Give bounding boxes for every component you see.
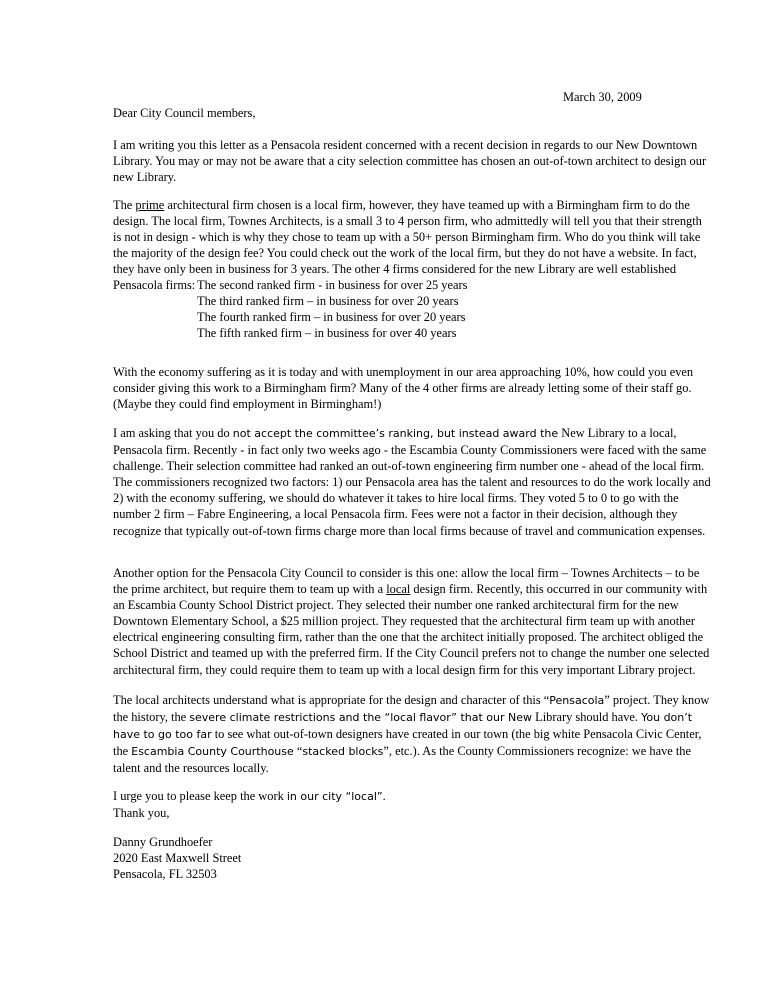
firm-list-item: The fourth ranked firm – in business for over 20 years (197, 310, 466, 325)
paragraph-6-text-c: Library should have. (532, 710, 642, 725)
signature-city: Pensacola, FL 32503 (113, 867, 217, 882)
underlined-prime: prime (135, 198, 165, 212)
underlined-local: local (386, 582, 411, 597)
closing: Thank you, (113, 806, 170, 821)
signature-street: 2020 East Maxwell Street (113, 851, 242, 866)
paragraph-6-alt-1: severe climate restrictions and the “local flavor” that our New (189, 711, 533, 725)
paragraph-7-alt: in our city “local” (286, 790, 383, 803)
paragraph-4-text-a: I am asking that you do (113, 426, 233, 440)
paragraph-6-alt-4: stacked blocks (302, 745, 384, 759)
paragraph-6-text-a: The local architects understand what is appropriate for the design and character of this “ (113, 693, 550, 707)
paragraph-4-alt-font: not accept the committee’s ranking, but instead award the (232, 427, 559, 440)
paragraph-4-text-b: New Library to a local, Pensacola firm. Recently - in fact only two weeks ago - the Escambia County Commissioners were faced with the same challenge. Their selection committee had ranked an out-of-town engineering firm number one - ahead of the local firm. The commissioners recognized two factors: 1) our Pensacola area has the talent and resources to do the work locally and 2) with the economy suffering, we should do whatever it takes to hire local firms. They voted 5 to 0 to go with the number 2 firm – Fabre Engineering, a local Pensacola firm. Fees were not a factor in their decision, although they recognize that typically out-of-town firms charge more than local firms because of travel and communication expenses. (113, 426, 711, 538)
paragraph-6-alt-2: You don’t have to go too far (113, 711, 693, 742)
paragraph-5-text-a: Another option for the Pensacola City Council to consider is this one: allow the local firm – Townes Architects – to be the prime architect, but require them to team up with a (113, 566, 700, 597)
paragraph-5 (113, 565, 713, 678)
paragraph-4 (113, 425, 713, 539)
signature-block (113, 834, 713, 882)
paragraph-7-text-b: . (382, 789, 386, 803)
paragraph-6-text-d: to see what out-of-town designers have created in our town (the big white Pensacola Civic Center, the (113, 727, 702, 759)
paragraph-7-text-a: I urge you to please keep the work (113, 789, 287, 803)
letter-date: March 30, 2009 (563, 90, 642, 104)
paragraph-3-text: With the economy suffering as it is today and with unemployment in our area approaching 10%, how could you even consider giving this work to a Birmingham firm? Many of the 4 other firms are already letting some of their staff go. (Maybe they could find employment in Birmingham!) (113, 365, 694, 412)
paragraph-3 (113, 364, 713, 412)
paragraph-1-text: I am writing you this letter as a Pensacola resident concerned with a recent decision in regards to our New Downtown Library. You may or may not be aware that a city selection committee has chosen an out-of-town architect to design our new Library. (113, 138, 707, 185)
paragraph-7 (113, 788, 713, 805)
firm-list-item: The fifth ranked firm – in business for over 40 years (197, 326, 457, 341)
salutation: Dear City Council members, (113, 106, 256, 120)
paragraph-2-text-a: The (113, 198, 136, 212)
paragraph-6-text-f: ”, etc.). As the County Commissioners recognize: we have the talent and the resources locally. (113, 744, 691, 776)
paragraph-6-pensacola: Pensacola (549, 694, 605, 707)
paragraph-6-text-b: ” project. They know the history, the (113, 693, 710, 725)
paragraph-1 (113, 137, 713, 185)
paragraph-6 (113, 692, 713, 776)
paragraph-6-alt-3: Escambia County Courthouse (131, 745, 294, 759)
paragraph-2-text-b: architectural firm chosen is a local firm, however, they have teamed up with a Birmingham firm to do the design. The local firm, Townes Architects, is a small 3 to 4 person firm, who admittedly will tell you that their strength is not in design - which is why they chose to team up with a 50+ person Birmingham firm. Who do you think will take the majority of the design fee? You could check out the work of the local firm, but they do not have a website. In fact, they have only been in business for 3 years. The other 4 firms considered for the new Library are well established Pensacola firms: (113, 198, 702, 293)
firm-list-item: The second ranked firm - in business for over 25 years (197, 278, 468, 292)
paragraph-5-text-b: design firm. Recently, this occurred in our community with an Escambia County School District project. They selected their number one ranked architectural firm for the new Downtown Elementary School, a $25 million project. They requested that the architectural firm team up with another electrical engineering consulting firm, rather than the one that the architect initially proposed. The architect obliged the School District and teamed up with the preferred firm. If the City Council prefers not to change the number one selected architectural firm, they could require them to team up with a local design firm for this very important Library project. (113, 582, 710, 677)
paragraph-6-text-e: “ (293, 744, 303, 759)
firm-list (197, 277, 617, 341)
closing-block (113, 788, 713, 821)
firm-list-item: The third ranked firm – in business for over 20 years (197, 294, 459, 309)
signature-name: Danny Grundhoefer (113, 835, 213, 849)
